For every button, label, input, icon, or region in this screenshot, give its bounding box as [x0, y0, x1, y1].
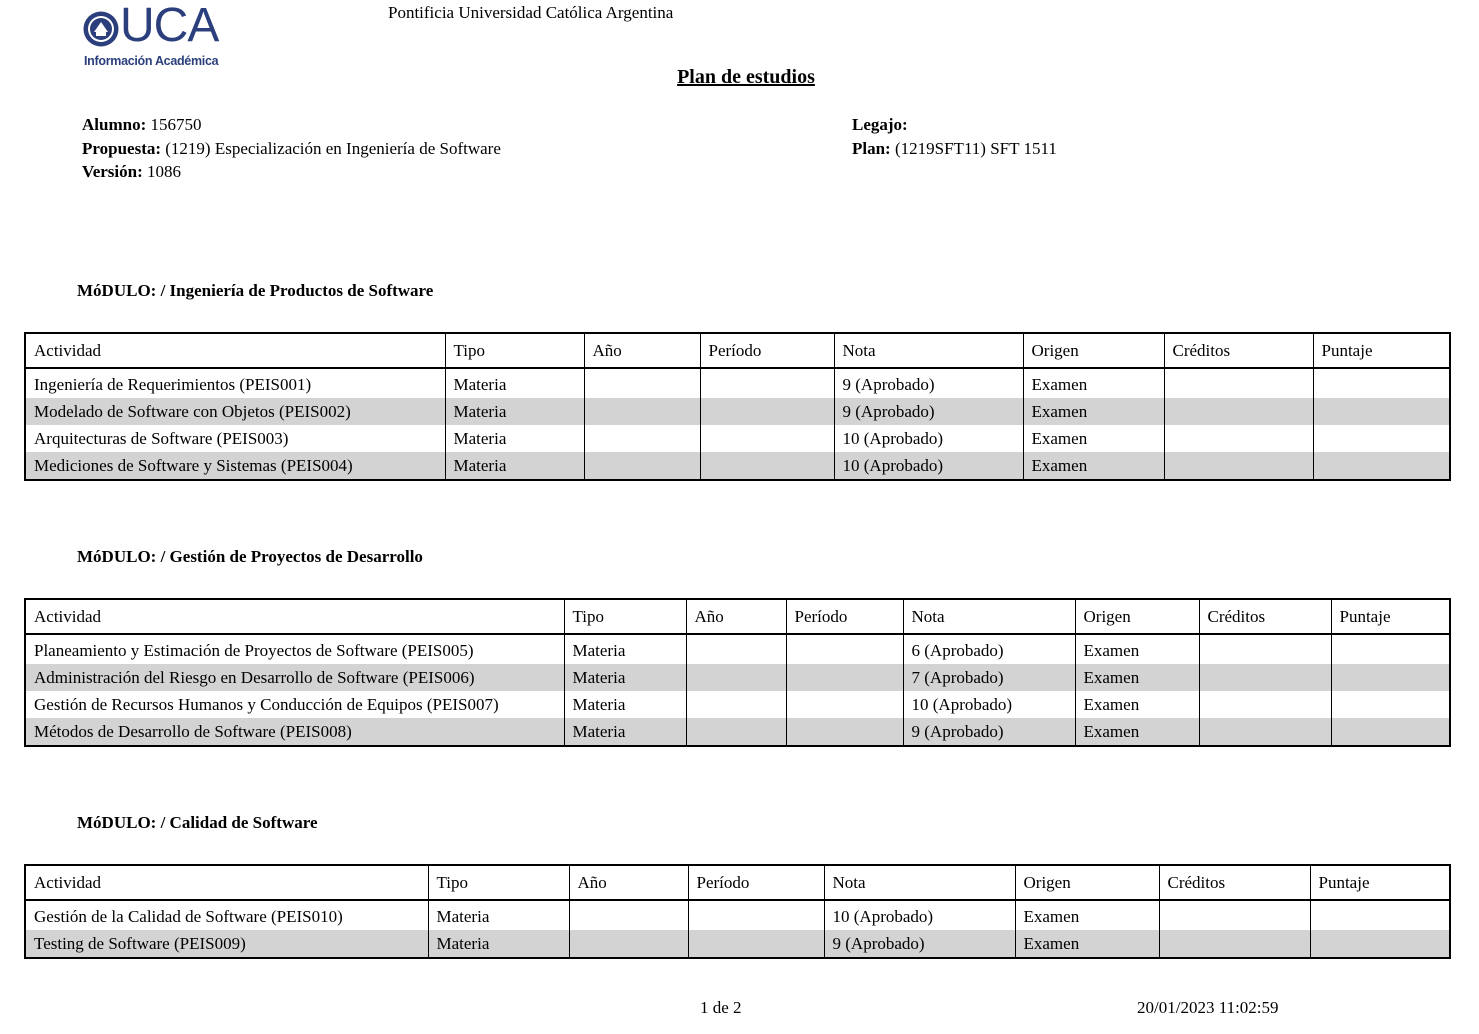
column-header: Tipo [428, 865, 569, 900]
cell-creditos [1159, 930, 1310, 958]
cell-origen: Examen [1015, 903, 1159, 930]
table-row [25, 664, 1450, 691]
plan-line: Plan: (1219SFT11) SFT 1511 [852, 138, 1057, 158]
cell-anio [584, 425, 700, 452]
column-header: Actividad [25, 599, 564, 634]
cell-actividad: Modelado de Software con Objetos (PEIS002) [25, 398, 445, 425]
cell-creditos [1164, 371, 1313, 398]
cell-tipo: Materia [564, 691, 686, 718]
column-header: Año [686, 599, 786, 634]
cell-creditos [1164, 452, 1313, 480]
cell-periodo [786, 718, 903, 746]
cell-periodo [700, 371, 834, 398]
print-datetime: 20/01/2023 11:02:59 [1137, 998, 1279, 1017]
cell-nota: 9 (Aprobado) [824, 930, 1015, 958]
cell-tipo: Materia [445, 425, 584, 452]
cell-anio [569, 930, 688, 958]
cell-periodo [700, 452, 834, 480]
table-row [25, 691, 1450, 718]
student-info-right [852, 113, 1057, 160]
cell-tipo: Materia [445, 452, 584, 480]
cell-anio [686, 664, 786, 691]
legajo-line: Legajo: [852, 115, 908, 134]
column-header: Año [584, 333, 700, 368]
cell-periodo [700, 425, 834, 452]
logo-text: UCA [120, 0, 219, 52]
table-header-row [25, 865, 1450, 900]
cell-origen: Examen [1023, 452, 1164, 480]
cell-periodo [688, 930, 824, 958]
column-header: Tipo [445, 333, 584, 368]
cell-creditos [1164, 398, 1313, 425]
cell-anio [686, 718, 786, 746]
cell-nota: 10 (Aprobado) [834, 425, 1023, 452]
module-table [24, 332, 1451, 481]
cell-puntaje [1331, 691, 1450, 718]
cell-creditos [1164, 425, 1313, 452]
cell-actividad: Gestión de la Calidad de Software (PEIS010) [25, 903, 428, 930]
cell-anio [584, 398, 700, 425]
uca-seal-icon [82, 10, 120, 48]
alumno-value: 156750 [150, 115, 202, 134]
cell-puntaje [1313, 425, 1450, 452]
cell-periodo [786, 691, 903, 718]
column-header: Origen [1015, 865, 1159, 900]
student-info-left [82, 113, 501, 184]
cell-anio [584, 371, 700, 398]
cell-nota: 9 (Aprobado) [834, 371, 1023, 398]
cell-actividad: Testing de Software (PEIS009) [25, 930, 428, 958]
uca-logo [82, 0, 232, 70]
cell-tipo: Materia [445, 371, 584, 398]
cell-tipo: Materia [445, 398, 584, 425]
cell-periodo [688, 903, 824, 930]
table-row [25, 398, 1450, 425]
cell-origen: Examen [1075, 664, 1199, 691]
cell-puntaje [1331, 718, 1450, 746]
table-row [25, 452, 1450, 480]
table-header-row [25, 333, 1450, 368]
table-row [25, 903, 1450, 930]
cell-anio [686, 691, 786, 718]
column-header: Puntaje [1310, 865, 1450, 900]
cell-tipo: Materia [564, 637, 686, 664]
column-header: Puntaje [1331, 599, 1450, 634]
cell-nota: 7 (Aprobado) [903, 664, 1075, 691]
cell-origen: Examen [1023, 398, 1164, 425]
table-row [25, 425, 1450, 452]
page-number: 1 de 2 [700, 998, 742, 1017]
cell-tipo: Materia [428, 930, 569, 958]
cell-actividad: Planeamiento y Estimación de Proyectos de Software (PEIS005) [25, 637, 564, 664]
column-header: Período [786, 599, 903, 634]
column-header: Créditos [1199, 599, 1331, 634]
propuesta-value: (1219) Especialización en Ingeniería de Software [165, 138, 501, 158]
cell-tipo: Materia [428, 903, 569, 930]
cell-origen: Examen [1075, 637, 1199, 664]
cell-puntaje [1331, 637, 1450, 664]
cell-nota: 9 (Aprobado) [834, 398, 1023, 425]
column-header: Origen [1075, 599, 1199, 634]
column-header: Origen [1023, 333, 1164, 368]
cell-puntaje [1331, 664, 1450, 691]
module-title: MóDULO: / Ingeniería de Productos de Software [77, 281, 434, 300]
cell-periodo [786, 637, 903, 664]
column-header: Nota [903, 599, 1075, 634]
column-header: Año [569, 865, 688, 900]
cell-origen: Examen [1075, 691, 1199, 718]
table-header-row [25, 599, 1450, 634]
cell-anio [584, 452, 700, 480]
cell-creditos [1159, 903, 1310, 930]
column-header: Período [700, 333, 834, 368]
column-header: Período [688, 865, 824, 900]
cell-nota: 6 (Aprobado) [903, 637, 1075, 664]
table-row [25, 637, 1450, 664]
column-header: Nota [834, 333, 1023, 368]
cell-nota: 10 (Aprobado) [903, 691, 1075, 718]
cell-creditos [1199, 664, 1331, 691]
cell-puntaje [1313, 452, 1450, 480]
module-title: MóDULO: / Calidad de Software [77, 813, 318, 832]
logo-subtitle: Información Académica [84, 54, 219, 68]
cell-nota: 10 (Aprobado) [824, 903, 1015, 930]
module-title: MóDULO: / Gestión de Proyectos de Desarrollo [77, 547, 423, 566]
column-header: Créditos [1164, 333, 1313, 368]
column-header: Tipo [564, 599, 686, 634]
cell-nota: 10 (Aprobado) [834, 452, 1023, 480]
column-header: Puntaje [1313, 333, 1450, 368]
alumno-line: Alumno: 156750 [82, 115, 202, 134]
cell-nota: 9 (Aprobado) [903, 718, 1075, 746]
version-line: Versión: 1086 [82, 162, 182, 181]
cell-creditos [1199, 718, 1331, 746]
cell-tipo: Materia [564, 664, 686, 691]
cell-creditos [1199, 691, 1331, 718]
cell-origen: Examen [1023, 371, 1164, 398]
column-header: Nota [824, 865, 1015, 900]
cell-anio [569, 903, 688, 930]
university-name: Pontificia Universidad Católica Argentina [388, 3, 674, 22]
table-row [25, 930, 1450, 958]
column-header: Actividad [25, 865, 428, 900]
cell-actividad: Gestión de Recursos Humanos y Conducción de Equipos (PEIS007) [25, 691, 564, 718]
cell-origen: Examen [1023, 425, 1164, 452]
cell-puntaje [1310, 930, 1450, 958]
cell-origen: Examen [1015, 930, 1159, 958]
cell-puntaje [1310, 903, 1450, 930]
module-table [24, 598, 1451, 747]
column-header: Créditos [1159, 865, 1310, 900]
cell-periodo [700, 398, 834, 425]
column-header: Actividad [25, 333, 445, 368]
propuesta-line: Propuesta: (1219) Especialización en Ingeniería de Software [82, 138, 501, 158]
cell-actividad: Mediciones de Software y Sistemas (PEIS004) [25, 452, 445, 480]
cell-origen: Examen [1075, 718, 1199, 746]
table-row [25, 718, 1450, 746]
cell-tipo: Materia [564, 718, 686, 746]
module-table [24, 864, 1451, 959]
version-value: 1086 [147, 162, 182, 181]
table-row [25, 371, 1450, 398]
cell-puntaje [1313, 398, 1450, 425]
cell-actividad: Administración del Riesgo en Desarrollo de Software (PEIS006) [25, 664, 564, 691]
cell-creditos [1199, 637, 1331, 664]
cell-periodo [786, 664, 903, 691]
cell-actividad: Arquitecturas de Software (PEIS003) [25, 425, 445, 452]
cell-puntaje [1313, 371, 1450, 398]
cell-actividad: Métodos de Desarrollo de Software (PEIS008) [25, 718, 564, 746]
page-title: Plan de estudios [677, 66, 815, 88]
cell-anio [686, 637, 786, 664]
plan-value: (1219SFT11) SFT 1511 [894, 138, 1057, 158]
cell-actividad: Ingeniería de Requerimientos (PEIS001) [25, 371, 445, 398]
